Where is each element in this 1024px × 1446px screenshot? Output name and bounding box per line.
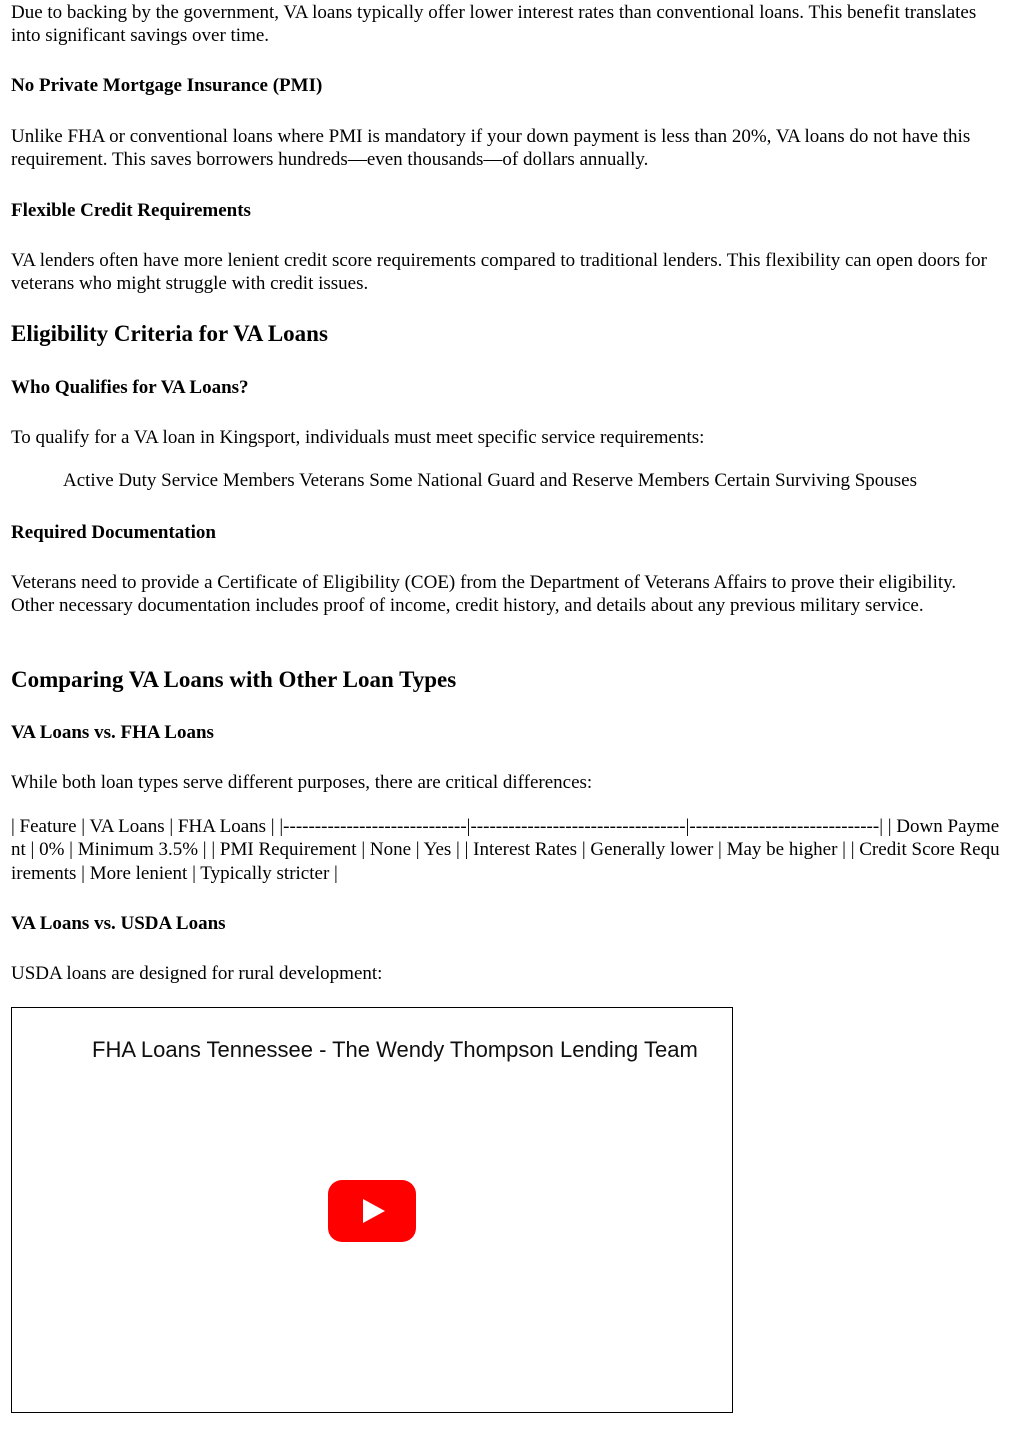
youtube-play-icon[interactable] — [328, 1180, 416, 1242]
list-item: Certain Surviving Spouses — [714, 470, 917, 491]
who-qualifies-heading: Who Qualifies for VA Loans? — [11, 377, 249, 398]
credit-paragraph: VA lenders often have more lenient credit score requirements compared to traditional lenders. This flexibility can open doors for veterans who might struggle with credit issues. — [11, 250, 987, 295]
who-qualifies-paragraph: To qualify for a VA loan in Kingsport, individuals must meet specific service requirements: — [11, 427, 705, 448]
required-docs-heading: Required Documentation — [11, 522, 216, 543]
video-title[interactable]: FHA Loans Tennessee - The Wendy Thompson Lending Team — [92, 1037, 698, 1062]
usda-heading: VA Loans vs. USDA Loans — [11, 913, 226, 934]
credit-heading: Flexible Credit Requirements — [11, 200, 251, 221]
video-embed[interactable] — [11, 1007, 733, 1413]
intro-paragraph: Due to backing by the government, VA loans typically offer lower interest rates than conventional loans. This benefit translates into significant savings over time. — [11, 2, 977, 47]
fha-comparison-table-text: | Feature | VA Loans | FHA Loans | |-----------------------------|----------------------------------|------------------------------| | Down Payment | 0% | Minimum 3.5% | | PMI Requirement | None | Yes | | Interest Rates | Generally lower | May be higher | | Credit Score Requirements | More lenient | Typically stricter | — [11, 816, 1000, 884]
pmi-heading: No Private Mortgage Insurance (PMI) — [11, 75, 323, 96]
list-item: Some National Guard and Reserve Members — [369, 470, 710, 491]
qualifiers-list — [11, 469, 1024, 492]
required-docs-paragraph: Veterans need to provide a Certificate of Eligibility (COE) from the Department of Veterans Affairs to prove their eligibility. Other necessary documentation includes proof of income, credit history, and details about any previous military service. — [11, 572, 957, 617]
pmi-paragraph: Unlike FHA or conventional loans where PMI is mandatory if your down payment is less than 20%, VA loans do not have this requirement. This saves borrowers hundreds—even thousands—of dollars annually. — [11, 126, 971, 171]
comparison-heading: Comparing VA Loans with Other Loan Types — [11, 667, 457, 692]
fha-paragraph: While both loan types serve different purposes, there are critical differences: — [11, 772, 593, 793]
list-item: Veterans — [299, 470, 365, 491]
eligibility-heading: Eligibility Criteria for VA Loans — [11, 321, 328, 346]
list-item: Active Duty Service Members — [63, 470, 295, 491]
fha-heading: VA Loans vs. FHA Loans — [11, 722, 214, 743]
play-button[interactable] — [328, 1180, 416, 1242]
usda-paragraph: USDA loans are designed for rural development: — [11, 963, 383, 984]
